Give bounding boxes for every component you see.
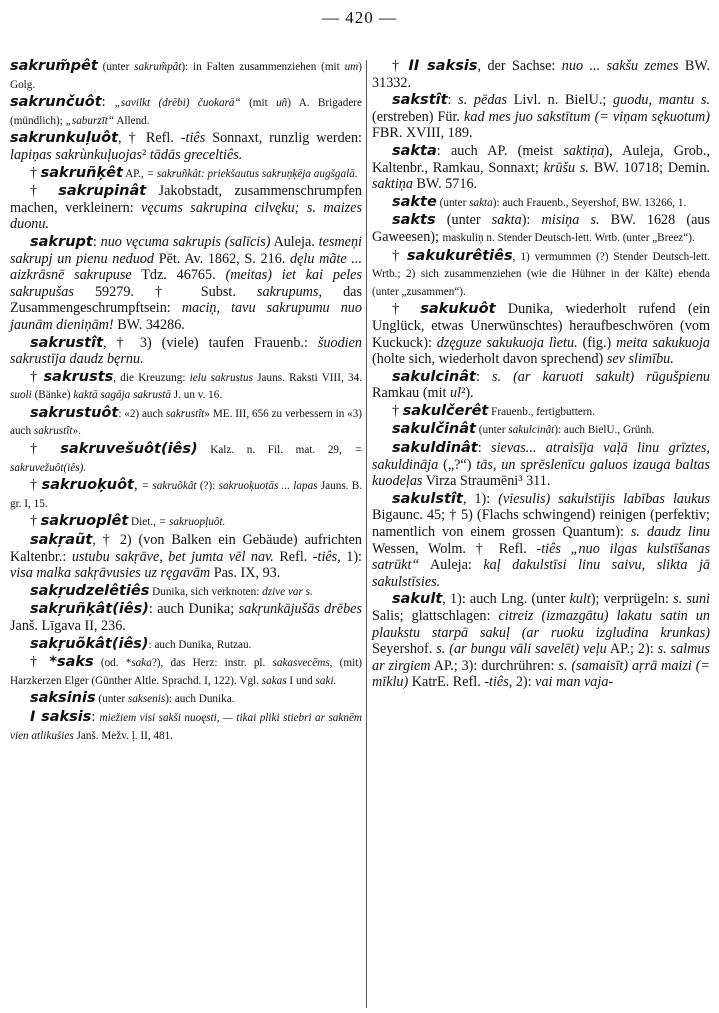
entry-headword: saksinis <box>30 690 96 707</box>
entry-text: I und <box>286 674 316 687</box>
entry-text: Janš. Līgava II, 236. <box>10 618 126 634</box>
entry-headword: sakruñķêt <box>40 164 123 181</box>
entry-text: Diet., <box>128 516 159 529</box>
entry-text: vai man vaja- <box>535 674 614 691</box>
entry-text: saka <box>131 657 152 670</box>
entry-text: † <box>392 402 403 419</box>
entry-text: s. daudz linu <box>630 524 710 541</box>
entry-text: † <box>30 164 41 181</box>
entry-text: vęcums sakrupina cilvęku; s. maizes duonu. <box>10 199 362 233</box>
entry-headword: sakrustît <box>30 334 103 351</box>
entry-text: † <box>392 301 421 318</box>
entry-text: sievas... atraisīja vaļā linu grīztes, sakuldināja <box>372 440 710 473</box>
entry-text: , <box>133 477 142 494</box>
entry-text: ); verprügeln: <box>590 591 674 608</box>
entry-text: AP., <box>122 167 147 180</box>
entry-text: Pas. IX, 93. <box>210 565 281 582</box>
entry-text: n. Stender Deutsch-lett. Wrtb. (unter „Breez“). <box>483 231 695 244</box>
right-column <box>372 58 710 692</box>
dictionary-entry <box>372 440 710 490</box>
dictionary-entry <box>10 477 362 512</box>
entry-text: KatrE. Refl. <box>408 674 485 691</box>
dictionary-entry <box>10 532 362 582</box>
entry-text: Jakobstadt, zusammenschrumpfen machen, verkleinern: <box>10 183 362 216</box>
entry-text: kaļ dakulstīsi linu saivu, slikta jā sakulstīsies. <box>372 557 710 590</box>
entry-text: (?): <box>196 480 219 493</box>
entry-text: BW. 5716. <box>412 176 478 193</box>
dictionary-entry <box>10 369 362 404</box>
dictionary-entry <box>10 335 362 368</box>
entry-text: s. pēdas <box>458 92 508 109</box>
entry-headword: sakuldinât <box>392 440 478 457</box>
dictionary-entry <box>372 491 710 591</box>
entry-text: ) Golg. <box>10 61 362 91</box>
entry-text: (unter <box>436 196 470 209</box>
entry-text <box>561 541 571 557</box>
dictionary-entry <box>10 513 362 531</box>
entry-text: lapiņas sakrùnkuļuojas <box>10 146 143 163</box>
entry-text: ): auch Dunika. <box>165 693 235 706</box>
entry-text: , † 3) (viele) taufen Frauenb.: <box>103 334 318 351</box>
entry-text: ustubu sakŗāve, bet jumta vēl nav. <box>71 548 274 565</box>
entry-text: misiņa s. <box>541 212 600 229</box>
entry-text: (unter <box>97 61 135 73</box>
entry-text <box>634 369 646 385</box>
entry-text: , der Sachse: <box>477 58 562 74</box>
entry-text: Pēt. Av. 1862, S. 216. <box>154 250 291 267</box>
entry-text: 59279. † Subst. <box>73 283 257 300</box>
entry-text: † <box>30 441 61 458</box>
entry-text: ²). <box>461 385 474 402</box>
entry-text: , das Zusammengeschrumpftsein: <box>10 283 362 317</box>
entry-text: † <box>392 247 407 264</box>
entry-text: nuo vęcuma sakrupis (salīcis) <box>100 233 271 250</box>
entry-headword: sakulstît <box>392 490 463 507</box>
entry-headword: sakŗudzelêtiês <box>30 582 150 599</box>
entry-text: 311. <box>522 473 551 490</box>
entry-text: rūgušpienu <box>646 368 710 385</box>
entry-text: FBR. XVIII, 189. <box>372 125 473 142</box>
entry-text: Dunika, sich verknoten: <box>149 585 263 598</box>
entry-headword: sakrupinât <box>58 183 147 200</box>
entry-text: sakrupums <box>256 283 319 300</box>
entry-text: = sakruvežuôt(iês). <box>10 444 362 474</box>
entry-text: (erstreben) Für. <box>372 108 465 125</box>
entry-text: AP.; 3): durchrühren: <box>430 657 559 674</box>
entry-headword: sakruvešuôt(iês) <box>60 441 198 458</box>
entry-text: sev slimību. <box>606 351 674 368</box>
entry-text: † <box>30 513 41 530</box>
entry-text: ) A. Brigadere (mündlich); <box>10 97 362 127</box>
entry-headword: sakrunkuļuôt <box>10 130 119 147</box>
entry-headword: sakruoķuôt <box>41 477 134 494</box>
entry-headword: sakŗuõkât(iês) <box>30 635 149 652</box>
dictionary-entry <box>10 234 362 334</box>
entry-text: : <box>475 368 492 385</box>
page-number: — 420 — <box>322 8 397 27</box>
dictionary-entry <box>10 690 362 708</box>
entry-text: , 1) vermummen (?) Stender Deutsch-lett. Wrtb.; 2) sich zusammenziehen (wie die Hühner in der Kälte) ebenda (unter „zusammen“). <box>372 250 711 298</box>
dictionary-entry <box>372 421 710 439</box>
entry-headword: I saksis <box>30 708 92 725</box>
entry-text: : auch Dunika, Rutzau. <box>148 638 252 651</box>
dictionary-entry <box>10 94 362 129</box>
entry-text: = sakruõkât <box>141 480 197 493</box>
dictionary-entry <box>10 183 362 233</box>
entry-text: saktiņa <box>372 176 413 193</box>
dictionary-entry <box>10 709 362 744</box>
entry-text: , † 2) (von Balken ein Gebäude) aufrichten Kaltenbr.: <box>10 532 362 565</box>
entry-text: nuo ... sakšu zemes <box>561 58 679 74</box>
entry-headword: sakstît <box>392 92 448 109</box>
entry-text: dzęguze sakukuoja lìetu. <box>436 334 578 351</box>
entry-text: » ME. III, 656 zu verbessern in «3) auch <box>10 407 363 438</box>
entry-text: Refl. <box>273 548 313 565</box>
entry-text: citreiz (izmazgātu) lakatu satin un plaukstu starpā sakuļ (ar ruoku izgludina krunkas) <box>372 608 710 641</box>
entry-text: Livl. n. BielU.; <box>507 92 614 109</box>
entry-text: ?), das Herz: instr. pl. <box>151 657 273 670</box>
entry-text: : <box>92 233 101 250</box>
entry-text: -tiês <box>484 674 509 691</box>
dictionary-entry <box>372 194 710 212</box>
dictionary-entry <box>372 369 710 402</box>
entry-text: s. suni <box>673 591 711 608</box>
entry-headword: sakŗaũt <box>30 532 93 549</box>
entry-text: , 1): <box>337 548 362 565</box>
entry-text: : auch AP. (meist <box>436 142 564 159</box>
entry-text: s. (ar bungu vāli savelēt) veļu <box>436 641 607 658</box>
entry-text: visa malka sakŗāvusies uz ręgavām <box>10 565 211 582</box>
entry-text: † <box>30 183 59 200</box>
entry-text: = sakruopļuôt. <box>158 516 226 529</box>
entry-headword: sakŗuñķât(iês) <box>30 601 149 618</box>
entry-text: Tdz. 46765. <box>131 267 226 284</box>
entry-text: Janš. Mežv. ļ. II, 481. <box>73 729 174 742</box>
entry-text: maskuliņ <box>442 231 484 244</box>
entry-text: guodu, mantu s. <box>613 92 710 109</box>
entry-text: † <box>392 58 409 74</box>
entry-text: , † Refl. <box>118 130 181 147</box>
entry-text: ielu sakrustus <box>189 371 253 384</box>
entry-text: Allend. <box>114 114 150 127</box>
dictionary-entry <box>372 248 710 301</box>
entry-text: tādās greceltiês. <box>149 146 243 163</box>
entry-text: sakasvecēms <box>272 657 330 670</box>
entry-text: : auch Dunika; <box>148 601 239 618</box>
entry-headword: sakte <box>392 193 437 210</box>
entry-text: Dunika, wiederholt rufend (ein Unglück, etwas Unerwünschtes) heraufbeschwören (vom Kuckuck): <box>372 301 711 351</box>
left-column <box>10 58 362 745</box>
entry-text: meita sakukuoja <box>616 334 710 351</box>
entry-text: -tiês <box>536 540 561 557</box>
entry-text: (mit <box>240 97 277 110</box>
entry-text: , 1): <box>462 490 499 507</box>
entry-text: (holte sich, wiederholt davon sprechend) <box>372 351 607 368</box>
entry-text: -tiês <box>180 130 206 147</box>
dictionary-entry <box>10 405 362 440</box>
entry-text: Wessen, Wolm. † Refl. <box>372 540 537 557</box>
entry-text: „saburzīt“ <box>65 114 115 127</box>
entry-text: ), Auleja, Grob., Kaltenbr., Ramkau, Sonnaxt; <box>372 142 710 176</box>
dictionary-entry <box>10 601 362 634</box>
entry-text: AP.; 2): <box>606 641 658 658</box>
entry-text: sakta <box>491 212 522 229</box>
entry-text: BW. 10718; Demin. <box>588 159 710 176</box>
entry-text: (unter <box>95 693 128 706</box>
entry-text: kad mes juo sakstītum (= viņam sękuotum) <box>464 108 710 125</box>
entry-headword: sakts <box>392 212 436 229</box>
entry-text: : <box>477 440 492 457</box>
entry-text: Seyershof. <box>372 641 437 658</box>
dictionary-entry <box>10 636 362 654</box>
entry-text: , (mit) Harzkerzen Elger (Günther Altle. Sprachd. I, 122). Vgl. <box>10 657 363 687</box>
entry-headword: sakukurêtiês <box>406 247 513 264</box>
entry-text: J. un v. 16. <box>170 389 223 402</box>
entry-text: s. (ar karuoti sakult) <box>491 368 635 385</box>
entry-text: ): auch BielU., Grünh. <box>554 424 655 437</box>
entry-text: = sakruñkât: priekšautus sakruņķēja augšgalā. <box>146 167 358 180</box>
dictionary-entry <box>372 301 710 367</box>
entry-text: Bigaunc. 45; † 5) (Flachs schwingend) reinigen (perfektiv; namentlich von einem grossen Quantum): <box>372 507 710 541</box>
entry-text: Jauns. Raksti VIII, 34. <box>252 371 363 384</box>
entry-text: sakta <box>469 196 493 209</box>
entry-text: (Bänke) <box>31 389 74 402</box>
entry-text: : <box>91 708 100 725</box>
entry-headword: sakukuôt <box>420 301 496 318</box>
entry-text: kult <box>569 591 591 608</box>
entry-headword: sakrustuôt <box>30 404 119 421</box>
entry-text: „nuo ilgas kulstīšanas satrūkt“ <box>372 540 711 574</box>
dictionary-entry <box>10 654 362 689</box>
entry-text: Salis; glattschlagen: <box>372 608 499 624</box>
entry-text: ): <box>521 212 542 229</box>
entry-text: krūšu s. <box>543 159 589 176</box>
entry-text: sakruoķuotās ... lapas <box>218 480 318 493</box>
entry-text: (fig.) <box>577 334 617 351</box>
entry-text: sakŗunkājušās drēbes <box>238 601 362 618</box>
entry-headword: sakulčerêt <box>402 402 489 419</box>
entry-text: Auleja. <box>270 233 319 250</box>
entry-text: saksenis <box>127 693 166 706</box>
dictionary-entry <box>372 212 710 246</box>
entry-text: s. (samaisīt) aŗrā maizi (= mīklu) <box>372 657 710 691</box>
entry-text: : «2) auch <box>118 407 166 420</box>
entry-text: sakrustît <box>33 425 73 438</box>
entry-text: BW. 1628 (aus Gaweesen); <box>372 212 711 245</box>
entry-text: (od. * <box>93 657 132 670</box>
entry-headword: sakult <box>392 591 443 608</box>
entry-text: ³ <box>518 473 523 490</box>
column-divider <box>366 60 367 1008</box>
entry-text: s. salmus ar zirgiem <box>372 641 710 674</box>
entry-text: Ramkau (mit <box>372 385 451 402</box>
entry-text: (viesulis) sakulstījis labības laukus <box>498 490 710 507</box>
entry-headword: sakta <box>392 142 437 159</box>
entry-text: : <box>101 94 115 111</box>
entry-text: („?“) <box>438 456 477 473</box>
entry-text: maciņ, tavu sakrupumu nuo jaunām dieniņām! <box>10 300 362 333</box>
entry-headword: sakulcinât <box>392 368 476 385</box>
entry-text: dęlu mãte ... aizkrāsnē sakrupuse <box>10 250 362 284</box>
entry-text: saktiņa <box>563 142 605 159</box>
entry-text: šuodien sakrustīja daudz bęrnu. <box>10 334 362 368</box>
entry-text: sakulcinât <box>508 424 555 437</box>
dictionary-entry <box>10 165 362 183</box>
entry-text: , 2): <box>508 674 536 691</box>
entry-text: -tiês <box>312 548 338 565</box>
entry-text: sakrum̃pât <box>134 61 182 73</box>
entry-text: saki. <box>315 674 337 687</box>
entry-headword: sakrupt <box>30 233 93 250</box>
entry-headword: sakrunčuôt <box>10 94 102 111</box>
entry-headword: sakrusts <box>43 368 114 385</box>
entry-text: „savilkt (drēbi) čuokarā“ <box>114 97 241 110</box>
entry-text: kaktā sagāja sakrustā <box>73 389 171 402</box>
entry-text: BW. 34286. <box>113 316 185 333</box>
entry-text: † <box>30 477 42 494</box>
entry-text: tesmeņi sakrupj un pienu neduod <box>10 233 362 267</box>
entry-text: sakrustît <box>165 407 205 420</box>
dictionary-entry <box>372 143 710 193</box>
entry-headword: sakruoplêt <box>40 513 129 530</box>
entry-text: Jauns. B. gr. I, 15. <box>10 480 363 510</box>
entry-text: , die Kreuzung: <box>113 371 190 384</box>
entry-text: (meitas) iet kai peles sakrupušas <box>10 267 363 300</box>
entry-text: Virza Straumēni <box>422 473 519 490</box>
dictionary-entry <box>372 403 710 421</box>
entry-text: ». <box>72 425 81 438</box>
dictionary-entry <box>372 591 710 691</box>
entry-text: ² <box>142 146 150 163</box>
entry-text: Kalz. n. Fil. mat. 29, <box>197 444 355 457</box>
entry-text: (unter <box>435 212 492 229</box>
entry-text: : <box>447 92 459 109</box>
entry-text: (unter <box>475 424 509 437</box>
dictionary-entry <box>10 58 362 93</box>
dictionary-entry <box>10 583 362 601</box>
entry-text: ): auch Frauenb., Seyershof, BW. 13266, 1. <box>492 196 687 209</box>
entry-headword: II saksis <box>408 58 478 74</box>
entry-text: um <box>344 61 359 73</box>
entry-text: ): in Falten zusammenziehen (mit <box>181 61 345 73</box>
entry-text: ul <box>450 385 462 402</box>
dictionary-entry <box>10 441 362 476</box>
entry-text: miežiem visi sakši nuoęsti, — tikai pliki stiebri ar saknēm vien atlikušies <box>10 711 362 742</box>
entry-text: † <box>30 654 50 671</box>
entry-text: tās, un sprēslenīcu galuos izauga baltas kuodeļas <box>372 456 710 490</box>
entry-text: Sonnaxt, runzlig werden: <box>205 130 362 147</box>
entry-text: dzive var s. <box>262 585 313 598</box>
entry-text: uñ <box>276 97 288 110</box>
dictionary-entry <box>372 58 710 91</box>
entry-text: Frauenb., fertigbuttern. <box>488 405 595 418</box>
entry-text: , 1): auch Lng. (unter <box>442 591 570 608</box>
entry-headword: sakulčinât <box>392 421 476 438</box>
entry-text: sakas <box>261 674 287 687</box>
entry-headword: *saks <box>49 654 94 671</box>
entry-text: suoli <box>10 389 32 402</box>
entry-text: BW. 31332. <box>372 58 710 91</box>
entry-text: Auleja: <box>419 557 484 574</box>
entry-text: † <box>30 368 44 385</box>
dictionary-entry <box>372 92 710 142</box>
dictionary-entry <box>10 130 362 163</box>
entry-headword: sakrum̃pêt <box>10 58 98 74</box>
